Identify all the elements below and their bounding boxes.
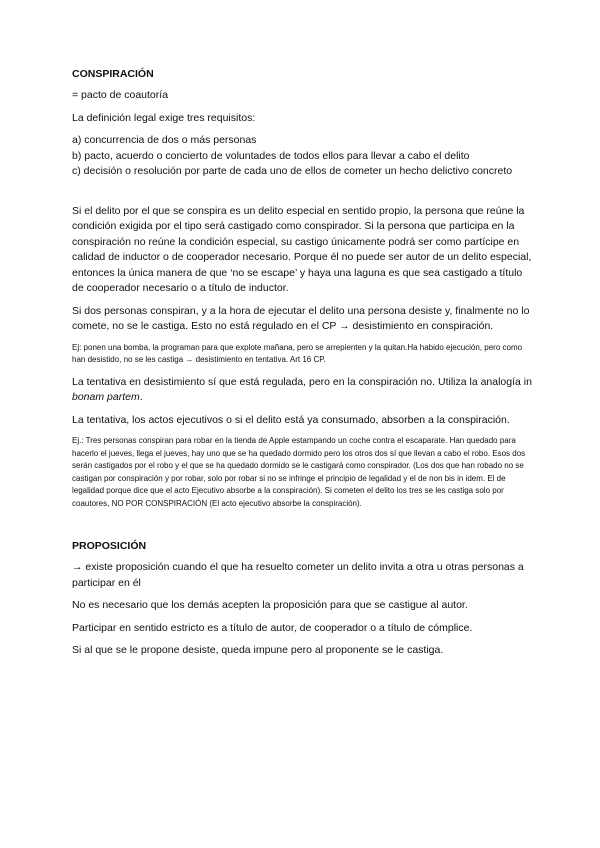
paragraph-absorcion: La tentativa, los actos ejecutivos o si el delito está ya consumado, absorben a la conspiración. — [72, 413, 510, 426]
tentativa-text-end: . — [139, 391, 143, 403]
tentativa-text-a: La tentativa en desistimiento sí que está regulada, pero en la conspiración no. Utiliza la analogía in — [72, 375, 532, 388]
requirements-intro: La definición legal exige tres requisitos: — [72, 111, 256, 124]
example-bomba: Ej: ponen una bomba, la programan para que explote mañana, pero se arrepienten y la quitan.Ha habido ejecución, pero como han desistido, no se les castiga → desistimiento en tentativa. Art 16 CP. — [72, 342, 523, 364]
proposicion-definition: → existe proposición cuando el que ha resuelto cometer un delito invita a otra u otras personas a participar en él — [72, 561, 524, 589]
proposicion-participar: Participar en sentido estricto es a título de autor, de cooperador o a título de cómplice. — [72, 621, 473, 634]
requirement-c: c) decisión o resolución por parte de cada uno de ellos de cometer un hecho delictivo concreto — [72, 165, 513, 177]
proposicion-aceptacion: No es necesario que los demás acepten la proposición para que se castigue al autor. — [72, 599, 468, 611]
document-page — [72, 68, 532, 666]
tentativa-text-italic: bonam partem — [72, 391, 140, 403]
requirement-a: a) concurrencia de dos o más personas — [72, 134, 257, 146]
paragraph-tentativa-regulada — [72, 375, 532, 406]
requirement-b: b) pacto, acuerdo o concierto de voluntades de todos ellos para llevar a cabo el delito — [72, 149, 470, 162]
section-heading-conspiracion: CONSPIRACIÓN — [72, 68, 154, 80]
definition-line: = pacto de coautoría — [72, 89, 169, 101]
example-apple: Ej.: Tres personas conspiran para robar en la tienda de Apple estampando un coche contra el escaparate. Han quedado para hacerlo el jueves, llega el jueves, hay uno que se ha quedado dormido pero los otros dos sí que llevan a cabo el robo. Esos dos serán castigados por el robo y el que se ha quedado dormido se le castigará como conspirador. (Los dos que han robado no se castigan por conspiración y por robar, solo por robar si no se infringe el principio de legalidad y el de non bis in idem. El de legalidad porque dice que el acto Ejecutivo absorbe a la conspiración). Si cometen el delito los tres se les castiga solo por coautores, NO POR CONSPIRACIÓN (El acto ejecutivo absorbe la conspiración). — [72, 436, 526, 508]
section-heading-proposicion: PROPOSICIÓN — [72, 540, 147, 552]
proposicion-desiste: Si al que se le propone desiste, queda impune pero al proponente se le castiga. — [72, 644, 444, 656]
requirements-list — [72, 133, 532, 180]
paragraph-delito-especial: Si el delito por el que se conspira es un delito especial en sentido propio, la persona que reúne la condición exigida por el tipo será castigado como conspirador. Si la persona que participa en la conspiración no reúne la condición especial, su castigo únicamente podrá ser como partícipe en calidad de inductor o de cooperador necesario. Porque él no puede ser autor de un delito especial, entonces la única manera de que ‘no se escape’ y haya una laguna es que sea castigado a título de cooperador necesario o a título de inductor. — [72, 204, 532, 294]
paragraph-desistimiento: Si dos personas conspiran, y a la hora de ejecutar el delito una persona desiste y, finalmente no lo comete, no se le castiga. Esto no está regulado en el CP → desistimiento en conspiración. — [72, 304, 530, 332]
